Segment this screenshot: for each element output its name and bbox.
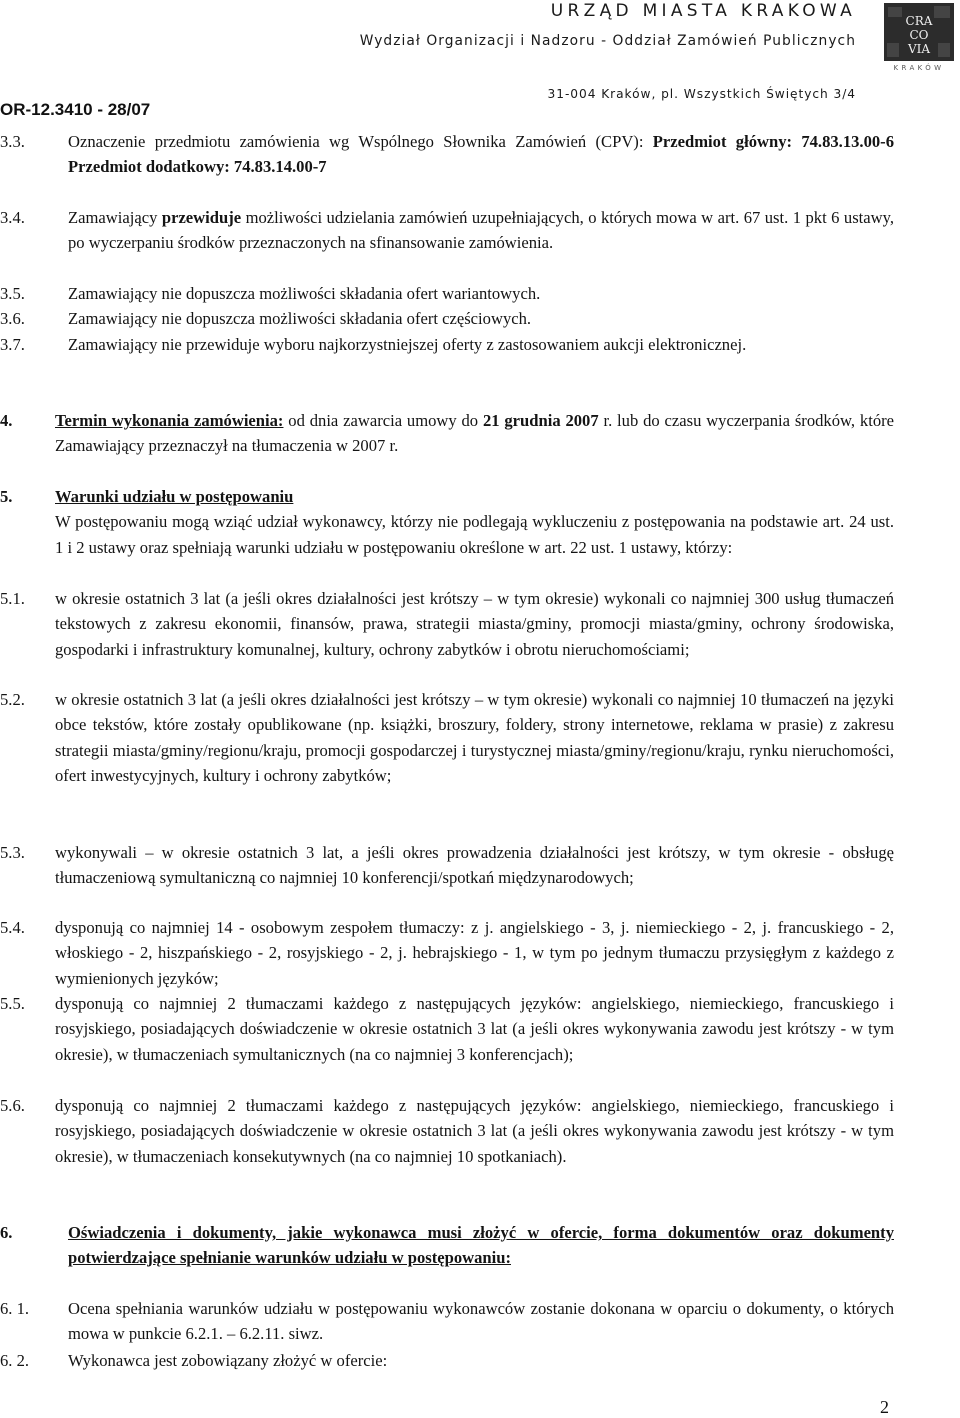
header-address: 31-004 Kraków, pl. Wszystkich Świętych 3/4	[547, 87, 856, 101]
section-text: Zamawiający nie dopuszcza możliwości składania ofert wariantowych.	[68, 284, 541, 303]
section-title: Warunki udziału w postępowaniu	[55, 487, 294, 506]
logo-text-line-1: CRA	[905, 14, 933, 28]
section-text-pre: Zamawiający	[68, 208, 162, 227]
section-title: Termin wykonania zamówienia:	[55, 411, 284, 430]
section-number: 5.6.	[0, 1096, 25, 1115]
section-number: 5.2.	[0, 690, 25, 709]
document-reference: OR-12.3410 - 28/07	[0, 100, 151, 119]
section-text-bold: przewiduje	[161, 208, 242, 227]
section-text: Wykonawca jest zobowiązany złożyć w ofercie:	[68, 1351, 388, 1370]
section-text: Ocena spełniania warunków udziału w postępowaniu wykonawców zostanie dokonana w oparciu o dokumenty, o których mowa w punkcie 6.2.1. – 6.2.11. siwz.	[68, 1299, 894, 1344]
section-number: 3.4.	[0, 208, 25, 227]
section-number: 3.6.	[0, 309, 25, 328]
section-text: Oznaczenie przedmiotu zamówienia wg Wspólnego Słownika Zamówień (CPV):	[68, 132, 653, 151]
section-number: 6. 2.	[0, 1351, 30, 1370]
section-number: 3.5.	[0, 284, 25, 303]
section-text-pre: od dnia zawarcia umowy do	[283, 411, 483, 430]
section-number: 3.7.	[0, 335, 25, 354]
section-text: dysponują co najmniej 2 tłumaczami każdego z następujących języków: angielskiego, niemieckiego, francuskiego i rosyjskiego, posiadających doświadczenie w okresie ostatnich 3 lat (a jeśli okres wykonywania zawodu jest krótszy - w tym okresie), w tłumaczeniach konsekutywnych (na co najmniej 10 spotkaniach).	[55, 1096, 894, 1166]
section-number: 5.4.	[0, 918, 25, 937]
section-number: 5.	[0, 487, 13, 506]
section-3-4	[0, 205, 900, 283]
page-number: 2	[880, 1397, 889, 1417]
section-text: dysponują co najmniej 14 - osobowym zespołem tłumaczy: z j. angielskiego - 3, j. niemieckiego - 2, j. francuskiego - 2, włoskiego - 2, hiszpańskiego - 2, rosyjskiego - 2, j. hebrajskiego - 1, w tym po jednym tłumaczu przysięgłym z każdego z wymienionych języków;	[55, 918, 894, 988]
header-title: URZĄD MIASTA KRAKOWA	[550, 1, 856, 21]
logo-text-line-3: VIA	[907, 42, 931, 56]
section-number: 6.	[0, 1223, 13, 1242]
section-number: 5.3.	[0, 843, 25, 862]
section-number: 6. 1.	[0, 1299, 30, 1318]
logo-text-line-2: CO	[909, 28, 929, 42]
section-number: 4.	[0, 411, 13, 430]
header-subtitle: Wydział Organizacji i Nadzoru - Oddział Zamówień Publicznych	[359, 33, 856, 49]
section-title: Oświadczenia i dokumenty, jakie wykonawca musi złożyć w ofercie, forma dokumentów oraz dokumenty potwierdzające spełnianie warunków udziału w postępowaniu:	[68, 1223, 894, 1268]
cpv-additional: Przedmiot dodatkowy: 74.83.14.00-7	[68, 157, 327, 177]
section-text: w okresie ostatnich 3 lat (a jeśli okres działalności jest krótszy – w tym okresie) wykonali co najmniej 10 tłumaczeń na języki obce tekstów, które zostały opublikowane (np. książki, broszury, foldery, strony internetowe, reklama w prasie) z zakresu strategii miasta/gminy/regionu/kraju, promocji gospodarczej i turystycznej miasta/gminy/regionu/kraju, rynku nieruchomości, ofert inwestycyjnych, kultury i ochrony zabytków;	[55, 690, 894, 786]
completion-date: 21 grudnia 2007	[482, 411, 599, 430]
section-text: Zamawiający nie dopuszcza możliwości składania ofert częściowych.	[68, 309, 532, 328]
cpv-main: Przedmiot główny: 74.83.13.00-6	[652, 132, 894, 151]
section-intro: W postępowaniu mogą wziąć udział wykonawcy, którzy nie podlegają wykluczeniu z postępowania na podstawie art. 24 ust. 1 i 2 ustawy oraz spełniają warunki udziału w postępowaniu określone w art. 22 ust. 1 ustawy, którzy:	[55, 512, 894, 557]
section-number: 3.3.	[0, 132, 25, 151]
section-3-3	[0, 129, 900, 205]
section-text: dysponują co najmniej 2 tłumaczami każdego z następujących języków: angielskiego, niemieckiego, francuskiego i rosyjskiego, posiadających doświadczenie w okresie ostatnich 3 lat (a jeśli okres wykonywania zawodu jest krótszy - w tym okresie), w tłumaczeniach symultanicznych (na co najmniej 3 konferencjach);	[55, 994, 894, 1064]
section-number: 5.5.	[0, 994, 25, 1013]
section-text-post: r. lub do czasu wyczerpania środków, które Zamawiający przeznaczył na tłumaczenia w 2007 r.	[55, 411, 895, 456]
section-text: w okresie ostatnich 3 lat (a jeśli okres działalności jest krótszy – w tym okresie) wykonali co najmniej 300 usług tłumaczeń tekstowych z zakresu ekonomii, finansów, prawa, strategii miasta/gminy, promocji miasta/gminy, ochrony środowiska, gospodarki i infrastruktury komunalnej, kultury, ochrony zabytków i obrotu nieruchomościami;	[55, 589, 894, 659]
section-text-post: możliwości udzielania zamówień uzupełniających, o których mowa w art. 67 ust. 1 pkt 6 ustawy, po wyczerpaniu środków przeznaczonych na sfinansowanie zamówienia.	[68, 208, 894, 253]
section-number: 5.1.	[0, 589, 25, 608]
section-text: Zamawiający nie przewiduje wyboru najkorzystniejszej oferty z zastosowaniem aukcji elektronicznej.	[68, 335, 747, 354]
section-text: wykonywali – w okresie ostatnich 3 lat, a jeśli okres prowadzenia działalności jest krótszy, w tym okresie - obsługę tłumaczeniową symultaniczną co najmniej 10 konferencji/spotkań międzynarodowych;	[55, 843, 894, 888]
logo-caption: KRAKÓW	[893, 64, 945, 72]
